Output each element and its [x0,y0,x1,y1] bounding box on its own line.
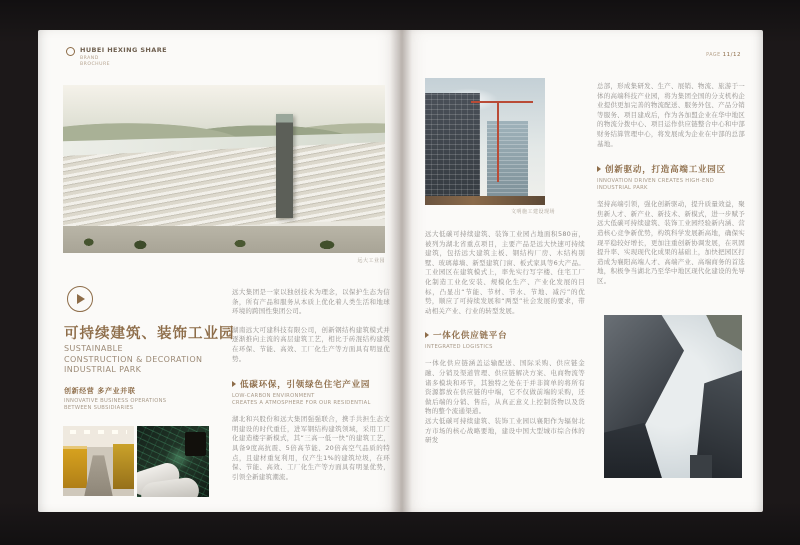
paragraph: 湖南远大可建科技有限公司，创新钢结构建筑模式并逐渐推向主流的高层建筑工艺，相比于砖混结构建筑在环保、节能、高效、工厂化生产等方面具有明显优势。 [232,325,390,363]
factory-interior-image [63,426,134,496]
section-heading: 创新驱动，打造高端工业园区 [597,163,745,175]
chevron-right-icon [232,381,236,387]
tagline-en: INNOVATIVE BUSINESS OPERATIONS BETWEEN SUBSIDIARIES [64,398,167,411]
tower-bottom-left [604,423,662,478]
tower-bottom-center [690,455,712,478]
ring-icon [66,47,75,56]
crane-mast [497,101,499,182]
glass-facade [487,121,528,205]
right-page [400,30,763,512]
brochure-spread [38,30,763,512]
construction-site-image [425,78,545,205]
factory-lights [70,430,127,434]
brand-text [80,46,167,68]
brand-header [66,46,167,68]
left-text-column [232,288,390,482]
factory-aisle [84,455,112,496]
section-heading-en: LOW-CARBON ENVIRONMENT CREATES A ATMOSPHERE FOR OUR RESIDENTIAL [232,393,371,407]
section-heading-en: INNOVATION DRIVEN CREATES HIGH-END INDUSTRIAL PARK [597,178,715,192]
electronics-assembly-image [137,426,209,497]
aerial-caption: 远大工业园 [357,258,385,264]
industrial-park-aerial-image [63,85,385,253]
brand-sub: BRAND BROCHURE [80,56,111,67]
brand-name: HUBEI HEXING SHARE [80,46,167,54]
paragraph: 远大低碳可持续建筑、装饰工业园以襄阳作为辐射北方市场的核心战略要地，建设中国大型城市综合体的研发 [425,416,585,445]
section-heading-en: INTEGRATED LOGISTICS [425,344,493,351]
crane-jib [471,101,533,103]
paragraph: 一体化供应链涵盖运输配送、国际采购、供应链金融、分销及渠道管理、供应链解决方案、电商物流等诸多模块和环节，其独特之处在于并非简单的将所有资源都放在供应链的中端，它不仅做前端的采购，还做后端的分销、售后，从真正意义上控制货物以及货物的整个流通渠道。 [425,359,585,416]
skyscrapers-upward-image [604,315,742,478]
circuit-chip [185,432,207,456]
paragraph: 湖北和兴股份和远大集团强强联合，携手共担生态文明建设的时代重任，进军钢结构建筑领域，采用工厂化建造楼宇新模式，其“三高一低一快”的建筑工艺，具备9度高抗震、5倍高节能、20倍高空气品质的特点，且建材重复利用，仅产生1%的建筑垃圾，在环保、节能、高效、工厂化生产等方面具有明显优势，引领全新建筑潮流。 [232,415,390,481]
building-under-construction [425,93,480,205]
paragraph: 远大低碳可持续建筑、装饰工业园占地面积580亩，被列为湖北省重点项目，主要产品是远大快速可持续建筑，包括远大建筑主板、钢结构厂房、木结构别墅、玻璃幕墙、新型建筑门窗、板式家具等6大产品。工业园区在建筑模式上，率先实行写字楼、住宅工厂化制造工业化安装、规模化生产、产业化发展的目标，凸显出“节能、节材、节水、节地、减污”的优势，顺应了可持续发展和“两型”社会发展的要求，带动相关产业、行业的转型发展。 [425,230,585,315]
right-outer-column [597,82,745,287]
aerial-factory-rows [63,141,385,233]
factory-machine-left [63,446,87,488]
construction-caption: 文明施工建设现场 [510,209,555,215]
page-number: PAGE 11/12 [706,52,741,58]
tower-top-right [706,315,742,351]
aerial-tower [276,114,294,218]
construction-ground [425,196,545,205]
paragraph: 远大集团是一家以独创技术为理念，以保护生态为信条，所有产品和服务从本质上优化着人类生活和地球环境的跨国性集团公司。 [232,288,390,316]
right-middle-column [425,230,585,446]
section-heading: 一体化供应链平台 [425,329,585,341]
section-heading: 低碳环保，引领绿色住宅产业园 [232,378,390,390]
aerial-trees [63,226,385,253]
page-title: 可持续建筑、装饰工业园 [64,326,235,342]
left-page [38,30,400,512]
paragraph: 总部，形成集研发、生产、展销、物流、旅游于一体的高端科技产业园，将为集团全国的分支机构企业提供更加完善的物流配送、服务外包、产品分销等服务、项目建成后，作为各加盟企业在华中地区的物流分拨中心、项目运作供应链整合中心和中部财务结算管理中心，将发展成为企业在中部的总部基地。 [597,82,745,148]
chevron-right-icon [425,332,429,338]
tagline: 创新经营 多产业并联 [64,387,136,395]
page-title-en: SUSTAINABLE CONSTRUCTION & DECORATION INDUSTRIAL PARK [64,344,203,374]
play-circle-icon [67,286,93,312]
paragraph: 坚持高端引领，强化创新驱动，提升质量效益，聚焦新人才、新产业、新技术、新模式，进一步赋予远大低碳可持续建筑、装饰工业园经验新内涵、营造核心竞争新优势，构筑科学发展新高地，确保实现平稳较好增长，更加注重创新协调发展，在巩固提升率、实现现代化成果的基础上，加快把园区打造成为襄阳高端人才、高端产业、高端商务的首选地，积极争当湖北乃至华中地区现代化建设的先导区。 [597,200,745,285]
chevron-right-icon [597,166,601,172]
factory-machine-right [113,444,134,489]
